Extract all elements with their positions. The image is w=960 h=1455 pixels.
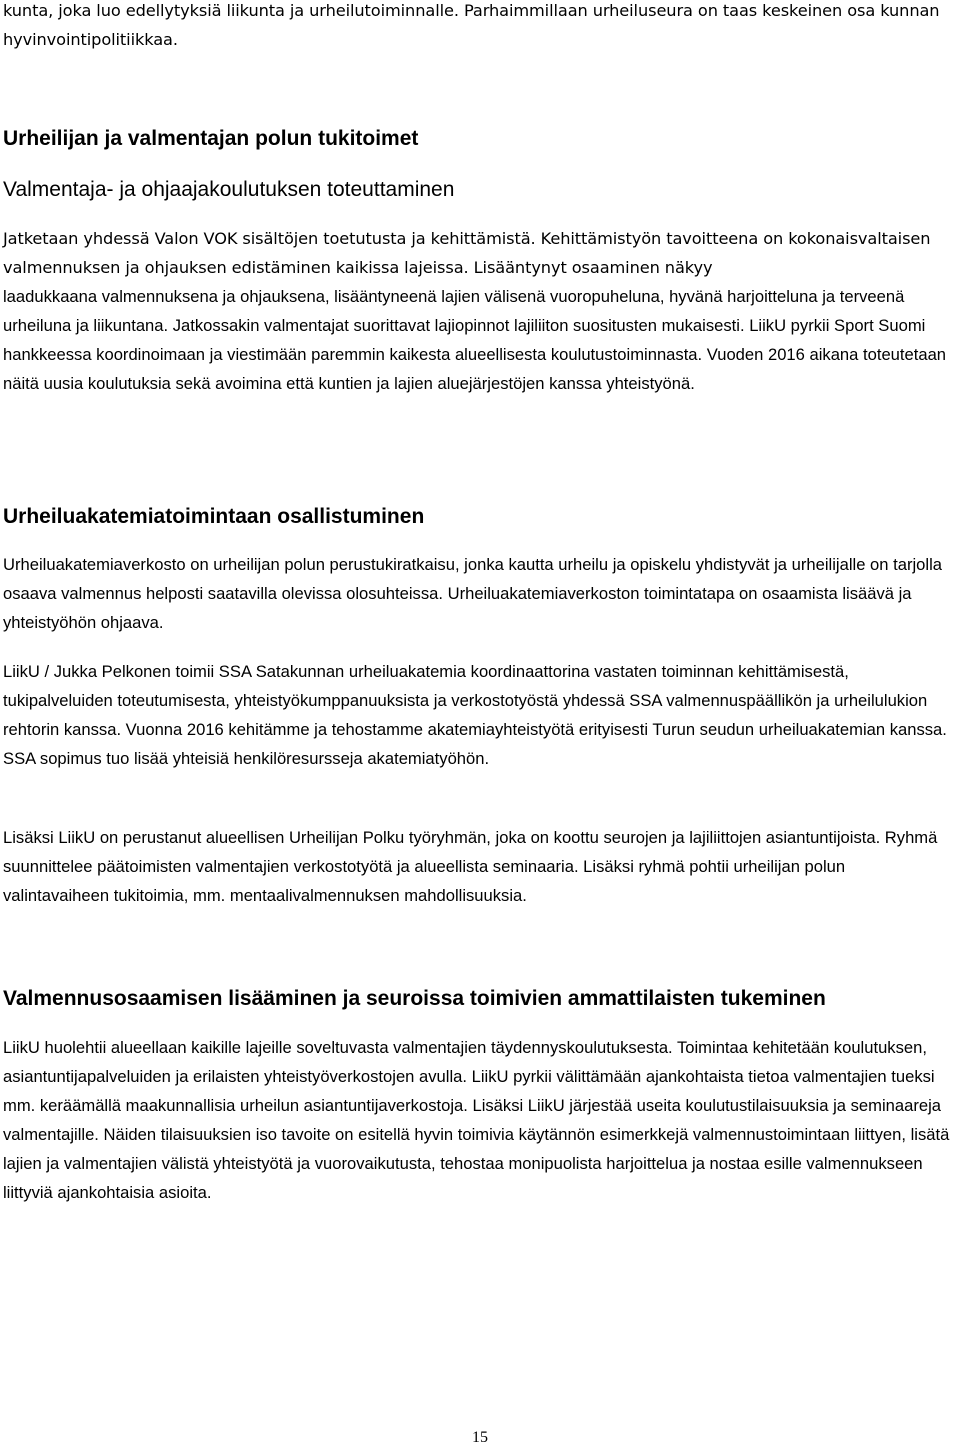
intro-paragraph: kunta, joka luo edellytyksiä liikunta ja urheilutoiminnalle. Parhaimmillaan urheiluseura on taas keskeinen osa kunnan hyvinvointipolitiikkaa.	[3, 1, 940, 49]
section-heading-coaching-expertise: Valmennusosaamisen lisääminen ja seuroissa toimivien ammattilaisten tukeminen	[3, 987, 826, 1010]
paragraph-athlete-path-group: Lisäksi LiikU on perustanut alueellisen Urheilijan Polku työryhmän, joka on koottu seurojen ja lajiliittojen asiantuntijoista. Ryhmä suunnittelee päätoimisten valmentajien verkostotyötä ja alueellista seminaaria. Lisäksi ryhmä pohtii urheilijan polun valintavaiheen tukitoimia, mm. mentaalivalmennuksen mahdollisuuksia.	[3, 828, 938, 905]
paragraph-coach-training-a: Jatketaan yhdessä Valon VOK sisältöjen toetutusta ja kehittämistä. Kehittämistyön tavoitteena on kokonaisvaltaisen valmennuksen ja ohjauksen edistäminen kaikissa lajeissa. Lisääntynyt osaaminen näkyy	[3, 229, 931, 277]
paragraph-academy-network: Urheiluakatemiaverkosto on urheilijan polun perustukiratkaisu, jonka kautta urheilu ja opiskelu yhdistyvät ja urheilijalle on tarjolla osaava valmennus helposti saatavilla olevissa olosuhteissa. Urheiluakatemiaverkoston toimintatapa on osaamista lisäävä ja yhteistyöhön ohjaava.	[3, 555, 942, 632]
page-number: 15	[472, 1429, 488, 1446]
section-heading-athlete-coach-path: Urheilijan ja valmentajan polun tukitoimet	[3, 127, 419, 150]
paragraph-coaching-expertise: LiikU huolehtii alueellaan kaikille lajeille soveltuvasta valmentajien täydennyskoulutuksesta. Toimintaa kehitetään koulutuksen, asiantuntijapalveluiden ja erilaisten yhteistyöverkostojen avulla. LiikU pyrkii välittämään ajankohtaista tietoa valmentajien tueksi mm. keräämällä maakunnallisia urheilun asiantuntijaverkostoja. Lisäksi LiikU järjestää useita koulutustilaisuuksia ja seminaareja valmentajille. Näiden tilaisuuksien iso tavoite on esitellä hyvin toimivia käytännön esimerkkejä valmennustoimintaan liittyen, lisätä lajien ja valmentajien välistä yhteistyötä ja vuorovaikutusta, tehostaa monipuolista harjoittelua ja nostaa esille valmennukseen liittyviä ajankohtaisia asioita.	[3, 1038, 950, 1202]
section-heading-sports-academy: Urheiluakatemiatoimintaan osallistuminen	[3, 505, 425, 528]
paragraph-academy-coordinator: LiikU / Jukka Pelkonen toimii SSA Satakunnan urheiluakatemia koordinaattorina vastaten toiminnan kehittämisestä, tukipalveluiden toteutumisesta, yhteistyökumppanuuksista ja verkostotyöstä yhdessä SSA valmennuspäällikön ja urheilulukion rehtorin kanssa. Vuonna 2016 kehitämme ja tehostamme akatemiayhteistyötä erityisesti Turun seudun urheiluakatemian kanssa. SSA sopimus tuo lisää yhteisiä henkilöresursseja akatemiatyöhön.	[3, 662, 947, 768]
subheading-coach-training: Valmentaja- ja ohjaajakoulutuksen toteuttaminen	[3, 178, 455, 201]
paragraph-coach-training-b: laadukkaana valmennuksena ja ohjauksena, lisääntyneenä lajien välisenä vuoropuheluna, hyvänä harjoitteluna ja terveenä urheiluna ja liikuntana. Jatkossakin valmentajat suorittavat lajiopinnot lajiliiton suositusten mukaisesti. LiikU pyrkii Sport Suomi hankkeessa koordinoimaan ja viestimään paremmin kaikesta alueellisesta koulutustoiminnasta. Vuoden 2016 aikana toteutetaan näitä uusia koulutuksia sekä avoimina että kuntien ja lajien aluejärjestöjen kanssa yhteistyönä.	[3, 287, 947, 393]
